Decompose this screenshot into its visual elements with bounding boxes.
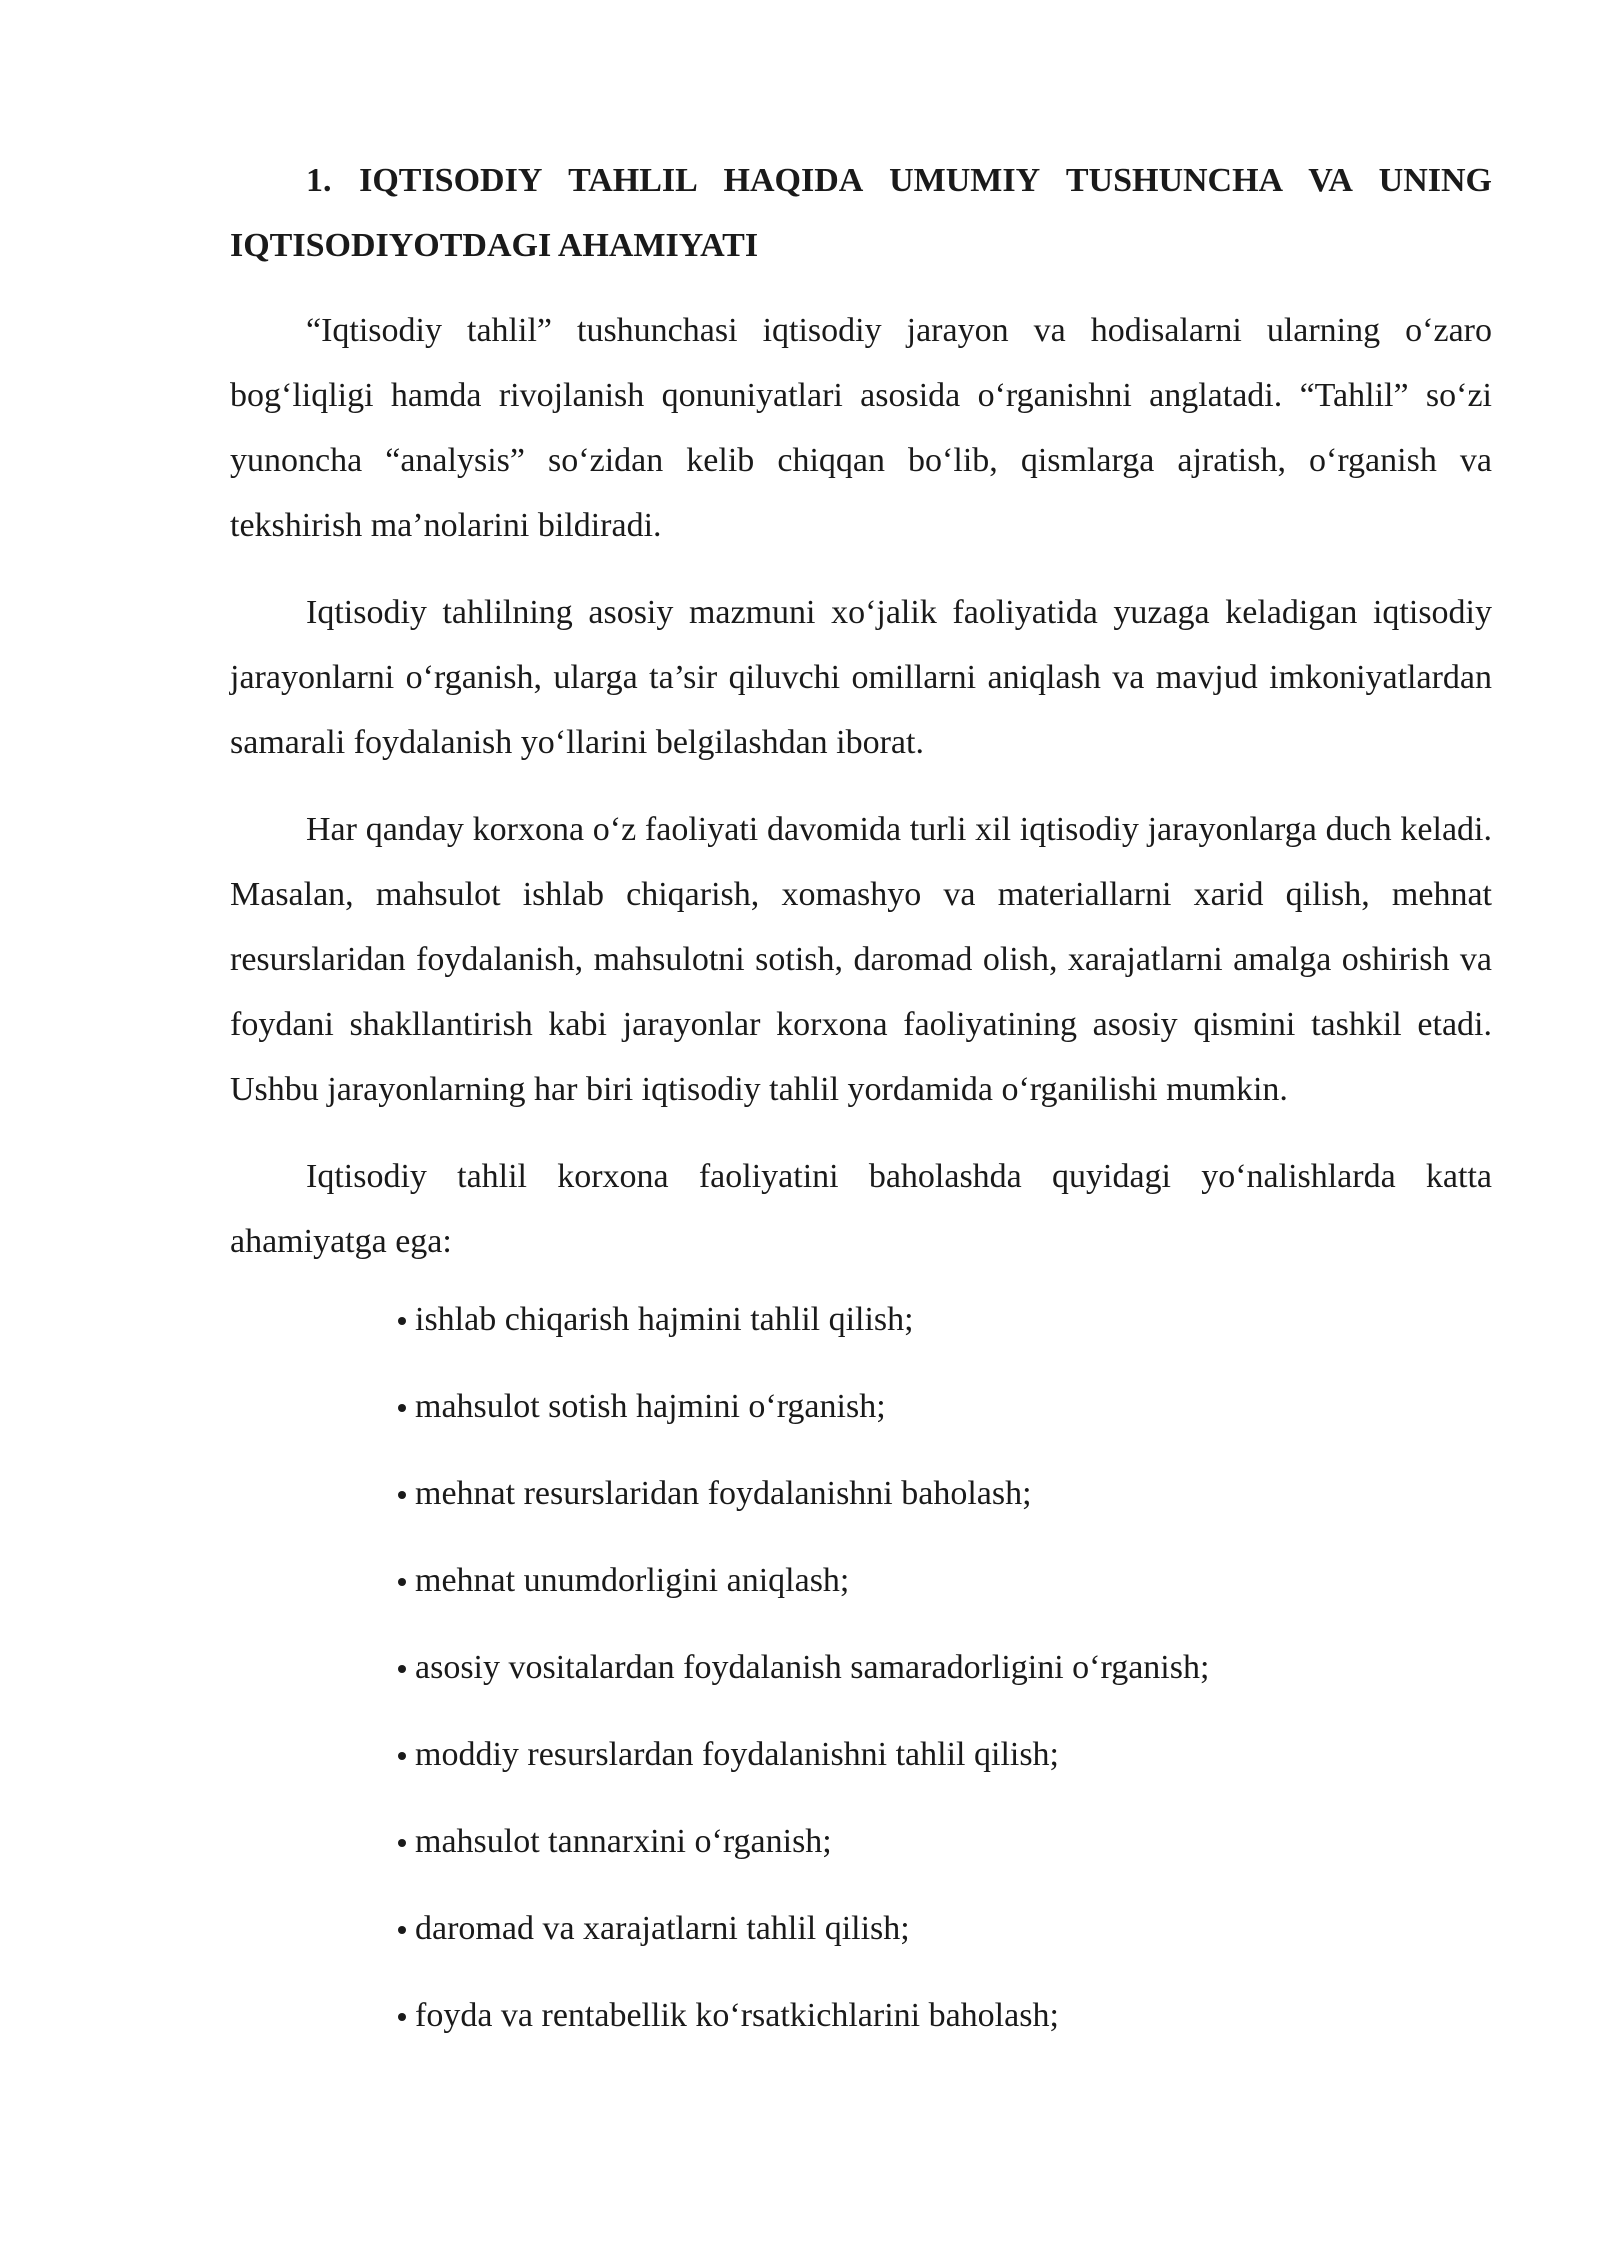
paragraph-content: Iqtisodiy tahlilning asosiy mazmuni xoʻjalik faoliyatida yuzaga keladigan iqtisodiy jarayonlarni oʻrganish, ularga ta’sir qiluvchi omillarni aniqlash va mavjud imkoniyatlardan samarali foydalanish yoʻllarini belgilashdan iborat. xyxy=(230,594,1492,761)
list-item-text: moddiy resurslardan foydalanishni tahlil qilish; xyxy=(415,1736,1060,1773)
bullet-dot-icon xyxy=(398,1752,406,1760)
list-item-text: mehnat unumdorligini aniqlash; xyxy=(415,1562,850,1599)
list-item-text: daromad va xarajatlarni tahlil qilish; xyxy=(415,1910,910,1947)
paragraph-definition: “Iqtisodiy tahlil” tushunchasi iqtisodiy jarayon va hodisalarni ularning oʻzaro bogʻliqligi hamda rivojlanish qonuniyatlari asosida oʻrganishni anglatadi. “Tahlil” soʻzi yunoncha “analysis” soʻzidan kelib chiqqan boʻlib, qismlarga ajratish, oʻrganish va tekshirish ma’nolarini bildiradi. xyxy=(230,312,1492,544)
list-item-text: foyda va rentabellik koʻrsatkichlarini baholash; xyxy=(415,1997,1059,2034)
list-item xyxy=(398,1735,1492,1775)
list-item-text: mahsulot tannarxini oʻrganish; xyxy=(415,1823,832,1860)
list-item xyxy=(398,1996,1492,2036)
document-page xyxy=(230,148,1492,2083)
list-item xyxy=(398,1822,1492,1862)
bullet-dot-icon xyxy=(398,1665,406,1673)
list-item xyxy=(398,1387,1492,1427)
paragraph-processes: Har qanday korxona oʻz faoliyati davomida turli xil iqtisodiy jarayonlarga duch keladi. Masalan, mahsulot ishlab chiqarish, xomashyo va materiallarni xarid qilish, mehnat resurslaridan foydalanish, mahsulotni sotish, daromad olish, xarajatlarni amalga oshirish va foydani shakllantirish kabi jarayonlar korxona faoliyatining asosiy qismini tashkil etadi. Ushbu jarayonlarning har biri iqtisodiy tahlil yordamida oʻrganilishi mumkin. xyxy=(230,811,1492,1108)
section-heading: 1. IQTISODIY TAHLIL HAQIDA UMUMIY TUSHUNCHA VA UNING IQTISODIYOTDAGI AHAMIYATI xyxy=(230,162,1492,264)
paragraph-directions-intro: Iqtisodiy tahlil korxona faoliyatini baholashda quyidagi yoʻnalishlarda katta ahamiyatga ega: xyxy=(230,1158,1492,1260)
list-item-text: mahsulot sotish hajmini oʻrganish; xyxy=(415,1388,886,1425)
bullet-dot-icon xyxy=(398,1317,406,1325)
list-item-text: ishlab chiqarish hajmini tahlil qilish; xyxy=(415,1301,914,1338)
bullet-dot-icon xyxy=(398,1491,406,1499)
bullet-dot-icon xyxy=(398,1578,406,1586)
list-item xyxy=(398,1909,1492,1949)
bullet-dot-icon xyxy=(398,2013,406,2021)
list-item-text: asosiy vositalardan foydalanish samaradorligini oʻrganish; xyxy=(415,1649,1210,1686)
directions-list xyxy=(230,1300,1492,2036)
list-item xyxy=(398,1300,1492,1340)
list-item xyxy=(398,1474,1492,1514)
bullet-dot-icon xyxy=(398,1926,406,1934)
bullet-dot-icon xyxy=(398,1404,406,1412)
list-item xyxy=(398,1561,1492,1601)
bullet-dot-icon xyxy=(398,1839,406,1847)
list-item-text: mehnat resurslaridan foydalanishni baholash; xyxy=(415,1475,1032,1512)
list-item xyxy=(398,1648,1492,1688)
